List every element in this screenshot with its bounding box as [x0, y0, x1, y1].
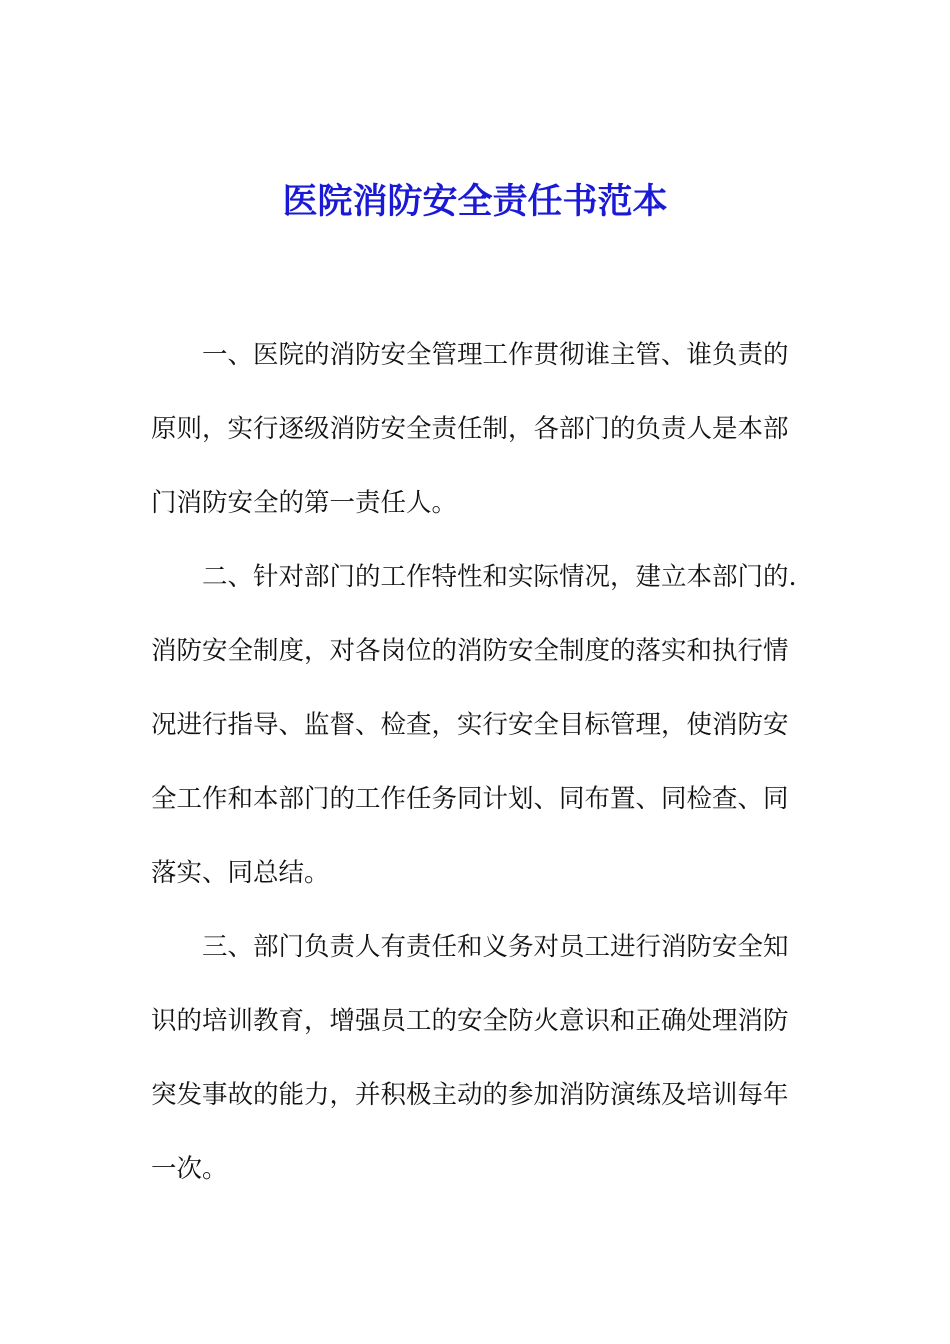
paragraph-line: 原则，实行逐级消防安全责任制，各部门的负责人是本部	[151, 414, 789, 444]
paragraph-line: 识的培训教育，增强员工的安全防火意识和正确处理消防	[151, 1006, 789, 1036]
document-title: 医院消防安全责任书范本	[282, 182, 668, 222]
paragraph-line: 突发事故的能力，并积极主动的参加消防演练及培训每年	[151, 1080, 789, 1110]
paragraph-line: 二、针对部门的工作特性和实际情况，建立本部门的.	[202, 562, 797, 592]
paragraph-line: 三、部门负责人有责任和义务对员工进行消防安全知	[202, 932, 789, 962]
paragraph-3	[151, 910, 791, 1206]
paragraph-line: 一、医院的消防安全管理工作贯彻谁主管、谁负责的	[202, 340, 789, 370]
paragraph-line: 况进行指导、监督、检查，实行安全目标管理，使消防安	[151, 710, 789, 740]
paragraph-line: 一次。	[151, 1154, 228, 1184]
paragraph-line: 全工作和本部门的工作任务同计划、同布置、同检查、同	[151, 784, 789, 814]
paragraph-line: 消防安全制度，对各岗位的消防安全制度的落实和执行情	[151, 636, 789, 666]
paragraph-line: 落实、同总结。	[151, 858, 330, 888]
paragraph-line: 门消防安全的第一责任人。	[151, 488, 458, 518]
paragraph-1	[151, 318, 791, 540]
paragraph-2	[151, 540, 797, 910]
